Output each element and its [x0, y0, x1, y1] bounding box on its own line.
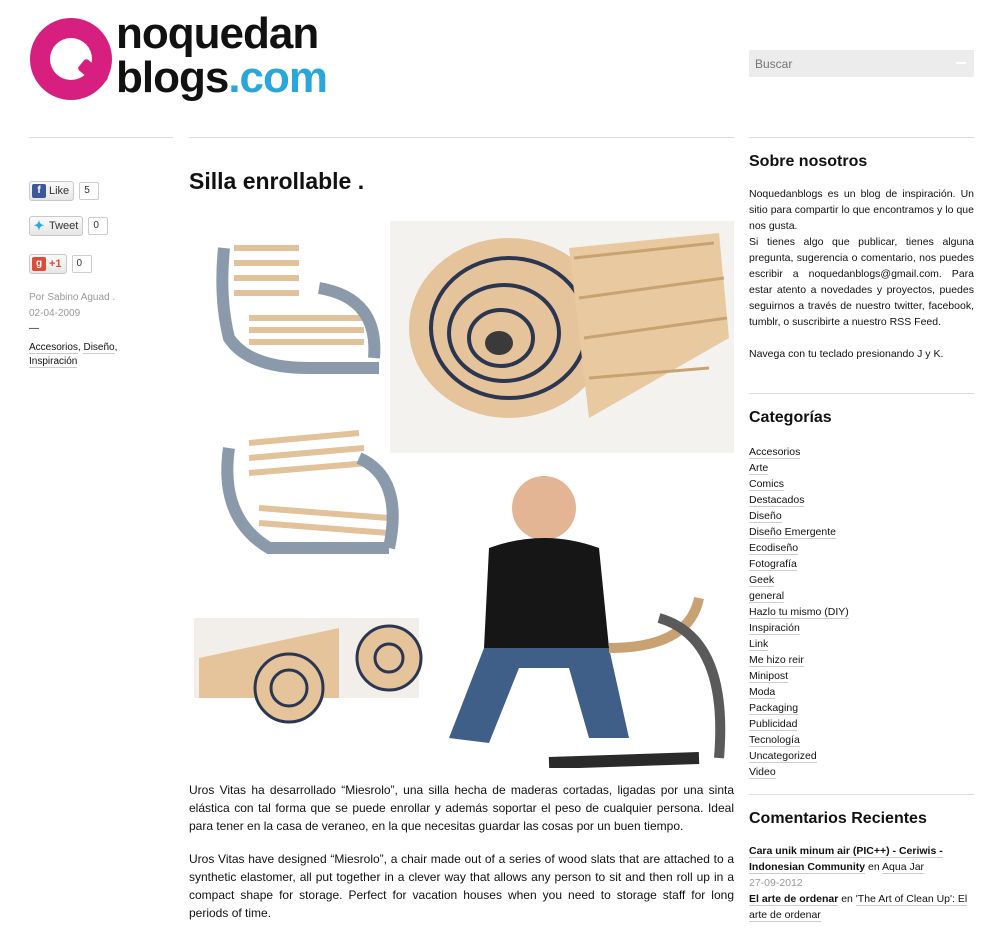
- facebook-like-widget: [29, 181, 99, 201]
- list-item: [749, 684, 849, 700]
- category-link[interactable]: Diseño Emergente: [749, 526, 836, 538]
- recent-comments-list: [749, 843, 979, 923]
- category-link[interactable]: Fotografía: [749, 558, 797, 570]
- category-link[interactable]: Link: [749, 638, 769, 650]
- list-item: [749, 748, 849, 764]
- comment-author-link[interactable]: El arte de ordenar: [749, 893, 839, 905]
- list-item: [749, 588, 849, 604]
- category-link[interactable]: Diseño: [749, 510, 782, 522]
- list-item: [749, 636, 849, 652]
- site-logo[interactable]: [30, 9, 340, 104]
- about-text: Noquedanblogs es un blog de inspiración. Un sitio para compartir lo que encontramos y lo que nos gusta. Si tienes algo que publicar, tienes alguna pregunta, sugerencia o comentario, nos puedes escribir a noquedanblogs@gmail.com. Para estar atento a novedades y proyectos, puedes seguirnos a través de nuestro twitter, facebook, tumblr, o suscribirte a nuestro RSS Feed. Navega con tu teclado presionando J y K.: [749, 188, 974, 360]
- gplus-button[interactable]: g +1: [29, 254, 67, 274]
- category-link[interactable]: Packaging: [749, 702, 799, 714]
- recent-comments-title: Comentarios Recientes: [749, 810, 927, 827]
- post-paragraph-en: Uros Vitas have designed “Miesrolo”, a chair made out of a series of wood slats that are attached to a synthetic elastomer, all put together in a clever way that allows any person to sit and then roll up in a compact shape for storage. Perfect for vacation houses when you need to storage staff for long periods of time.: [189, 852, 734, 920]
- twitter-bird-icon: ✦: [33, 218, 45, 233]
- category-link[interactable]: Tecnología: [749, 734, 800, 746]
- post-date: 02-04-2009: [29, 308, 81, 319]
- list-item: [749, 652, 849, 668]
- tweet-widget: [29, 216, 108, 236]
- list-item: [749, 668, 849, 684]
- list-item: [749, 556, 849, 572]
- tweet-count: 0: [88, 217, 108, 235]
- divider: [749, 794, 974, 795]
- tag-link[interactable]: Diseño: [83, 342, 115, 353]
- category-link[interactable]: Minipost: [749, 670, 789, 682]
- meta-dash: —: [29, 323, 39, 334]
- category-link[interactable]: Geek: [749, 574, 775, 586]
- comment-post-link[interactable]: 'The Art of Clean Up': El arte de ordenar: [749, 893, 968, 921]
- gplus-widget: [29, 254, 92, 274]
- list-item: [749, 716, 849, 732]
- logo-text-line1: noquedan: [116, 9, 319, 58]
- category-link[interactable]: Publicidad: [749, 718, 798, 730]
- category-link[interactable]: Arte: [749, 462, 769, 474]
- facebook-icon: f: [32, 184, 46, 198]
- list-item: [749, 508, 849, 524]
- list-item: [749, 764, 849, 780]
- category-link[interactable]: Video: [749, 766, 776, 778]
- divider: [749, 137, 974, 138]
- divider: [29, 137, 173, 138]
- like-count: 5: [79, 182, 99, 200]
- facebook-like-button[interactable]: f Like: [29, 181, 74, 201]
- person-in-chair-photo: [449, 456, 734, 768]
- gplus-count: 0: [72, 255, 92, 273]
- post-title[interactable]: Silla enrollable .: [189, 168, 365, 194]
- category-link[interactable]: Accesorios: [749, 446, 801, 458]
- comment-post-link[interactable]: Aqua Jar: [882, 861, 925, 873]
- category-link[interactable]: Destacados: [749, 494, 805, 506]
- search-box: [749, 50, 974, 77]
- category-link[interactable]: Moda: [749, 686, 776, 698]
- tag-link[interactable]: Accesorios: [29, 342, 78, 353]
- comment-date: 27-09-2012: [749, 877, 803, 889]
- post-tags: Accesorios, Diseño, Inspiración: [29, 342, 118, 367]
- category-link[interactable]: Hazlo tu mismo (DIY): [749, 606, 849, 618]
- category-link[interactable]: Ecodiseño: [749, 542, 799, 554]
- category-link[interactable]: Me hizo reir: [749, 654, 804, 666]
- search-clear-icon[interactable]: [956, 62, 966, 64]
- logo-text-line2: blogs.com: [116, 53, 328, 102]
- post-author: Por Sabino Aguad .: [29, 292, 116, 303]
- list-item: [749, 572, 849, 588]
- google-plus-icon: g: [32, 257, 46, 271]
- about-title: Sobre nosotros: [749, 153, 868, 170]
- category-link[interactable]: Comics: [749, 478, 785, 490]
- comment-item: El arte de ordenar en 'The Art of Clean Up': El arte de ordenar: [749, 893, 968, 921]
- category-link[interactable]: Inspiración: [749, 622, 800, 634]
- divider: [189, 137, 734, 138]
- list-item: [749, 476, 849, 492]
- post-paragraph-es: Uros Vitas ha desarrollado “Miesrolo”, una silla hecha de maderas cortadas, ligadas por una sinta elástica con tal forma que se puede enrollar y además soportar el peso de cualquier persona. Ideal para tener en la casa de veraneo, en la que necesitas guardar las cosas por un buen tiempo.: [189, 783, 734, 833]
- list-item: [749, 460, 849, 476]
- category-link[interactable]: Uncategorized: [749, 750, 817, 762]
- list-item: [749, 700, 849, 716]
- comment-item: Cara unik minum air (PIC++) - Ceriwis - Indonesian Community en Aqua Jar: [749, 845, 943, 873]
- list-item: [749, 540, 849, 556]
- post-image: [189, 218, 734, 768]
- comment-author-link[interactable]: Cara unik minum air (PIC++) - Ceriwis - Indonesian Community: [749, 845, 943, 873]
- list-item: [749, 620, 849, 636]
- list-item: [749, 492, 849, 508]
- categories-title: Categorías: [749, 409, 832, 426]
- categories-list: [749, 444, 849, 780]
- list-item: [749, 524, 849, 540]
- tweet-button[interactable]: ✦ Tweet: [29, 216, 83, 236]
- divider: [749, 393, 974, 394]
- tag-link[interactable]: Inspiración: [29, 356, 78, 367]
- logo-q-mark: [30, 18, 112, 100]
- list-item: [749, 444, 849, 460]
- category-link[interactable]: general: [749, 590, 785, 602]
- list-item: [749, 604, 849, 620]
- list-item: [749, 732, 849, 748]
- search-input[interactable]: [749, 50, 945, 77]
